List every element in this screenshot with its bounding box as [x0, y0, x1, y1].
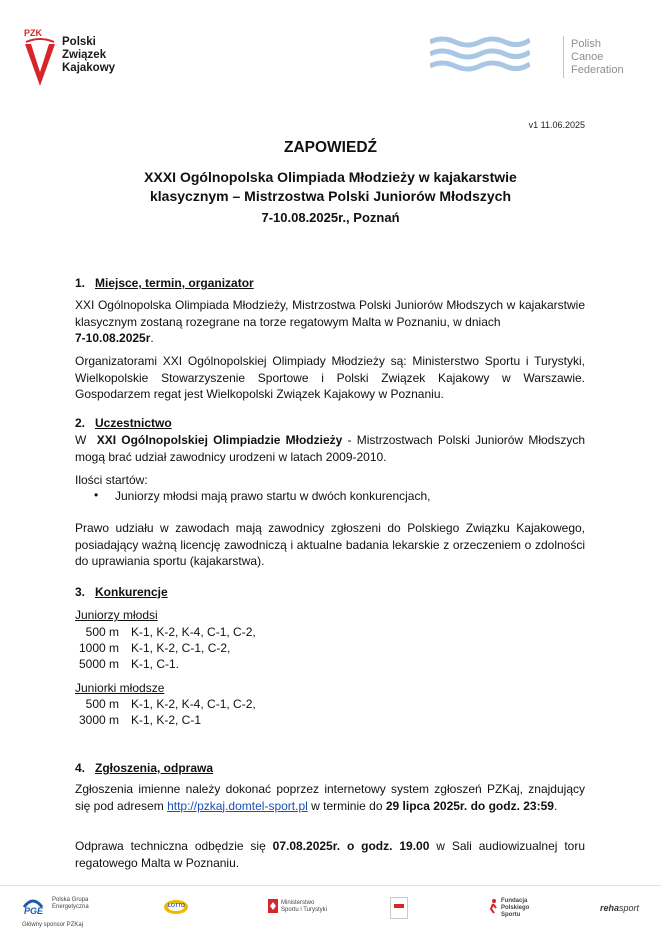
starts-bullet-item: Juniorzy młodsi mają prawo startu w dwóch konkurencjach, [115, 489, 431, 503]
pge-sponsor-logo [22, 895, 122, 931]
pzk-letters: PZK [24, 28, 42, 38]
section-4-paragraph-1: Zgłoszenia imienne należy dokonać poprzez internetowy system zgłoszeń PZKaj, znajdujący się pod adresem http://pzkaj.domtel-sport.pl w terminie do 29 lipca 2025r. do godz. 23:59. [75, 782, 585, 813]
pge-wordmark: PGE [24, 906, 44, 916]
main-sponsor-label: Główny sponsor PZKaj [22, 922, 84, 928]
ministry-logo: Ministerstwo Sportu i Turystyki [268, 897, 328, 925]
bullet-icon: • [94, 488, 99, 502]
event-row: 5000 m K-1, C-1. [78, 657, 180, 671]
event-subtitle: XXXI Ogólnopolska Olimpiada Młodzieży w kajakarstwie klasycznym – Mistrzostwa Polski Juniorów Młodszych [144, 169, 517, 204]
starts-label: Ilości startów: [75, 473, 148, 487]
registration-link[interactable]: http://pzkaj.domtel-sport.pl [167, 798, 308, 813]
lotto-logo: LOTTO [163, 898, 189, 915]
fundacja-logo: Fundacja Polskiego Sportu [488, 896, 538, 924]
section-2-paragraph-2: Prawo udziału w zawodach mają zawodnicy zgłoszeni do Polskiego Związku Kajakowego, posiadający ważną licencję zawodniczą i aktualne badania lekarskie z orzeczeniem o zdolności do uprawiania sportu (kajakarstwa). [75, 521, 585, 568]
federation-divider [563, 36, 564, 78]
section-1-paragraph-2: Organizatorami XXI Ogólnopolskiej Olimpiady Młodzieży są: Ministerstwo Sportu i Turystyki, Wielkopolskie Stowarzyszenie Sportowe i Polski Związek Kajakowy w Warszawie. Gospodarzem regat jest Wielkopolski Związek Kajakowy w Poznaniu. [75, 354, 585, 401]
version-label: v1 11.06.2025 [528, 120, 585, 130]
footer-divider [0, 885, 661, 886]
group-junior-women-heading: Juniorki młodsze [75, 681, 165, 695]
page-title: ZAPOWIEDŹ [284, 139, 377, 156]
runner-icon [488, 898, 498, 914]
section-1-heading: 1. Miejsce, termin, organizator [75, 276, 254, 290]
waves-logo-icon [430, 34, 530, 76]
federation-name: Polish Canoe Federation [571, 38, 624, 76]
section-3-heading: 3. Konkurencje [75, 585, 168, 599]
event-row: 500 m K-1, K-2, K-4, C-1, C-2, [85, 697, 256, 711]
rehasport-logo: rehasport [600, 903, 640, 913]
section-2-paragraph-1: W XXI Ogólnopolskiej Olimpiadzie Młodzieży - Mistrzostwach Polski Juniorów Młodszych mogą brać udział zawodnicy urodzeni w latach 2009-2010. [75, 433, 586, 464]
section-1-paragraph-1: XXI Ogólnopolska Olimpiada Młodzieży, Mistrzostwa Polski Juniorów Młodszych w kajakarstwie klasycznym zostaną rozegrane na torze regatowym Malta w Poznaniu, w dniach 7-10.08.2025r. [75, 298, 585, 345]
event-row: 1000 m K-1, K-2, C-1, C-2, [78, 641, 231, 655]
event-row: 3000 m K-1, K-2, C-1 [78, 713, 202, 727]
section-4-heading: 4. Zgłoszenia, odprawa [75, 761, 214, 775]
pzk-emblem-icon [22, 30, 58, 88]
event-row: 500 m K-1, K-2, K-4, C-1, C-2, [85, 625, 256, 639]
olympic-committee-logo [390, 897, 408, 919]
group-juniors-heading: Juniorzy młodsi [75, 608, 158, 622]
pzk-logo [22, 30, 142, 92]
event-dates: 7-10.08.2025r., Poznań [261, 210, 400, 225]
pge-group-text: Polska Grupa Energetyczna [52, 897, 89, 910]
section-4-paragraph-2: Odprawa techniczna odbędzie się 07.08.2025r. o godz. 19.00 w Sali audiowizualnej toru regatowego Malta w Poznaniu. [75, 839, 585, 870]
eagle-emblem-icon [268, 899, 278, 913]
flag-icon [394, 904, 404, 908]
pzk-name: Polski Związek Kajakowy [62, 36, 116, 74]
section-2-heading: 2. Uczestnictwo [75, 416, 172, 430]
